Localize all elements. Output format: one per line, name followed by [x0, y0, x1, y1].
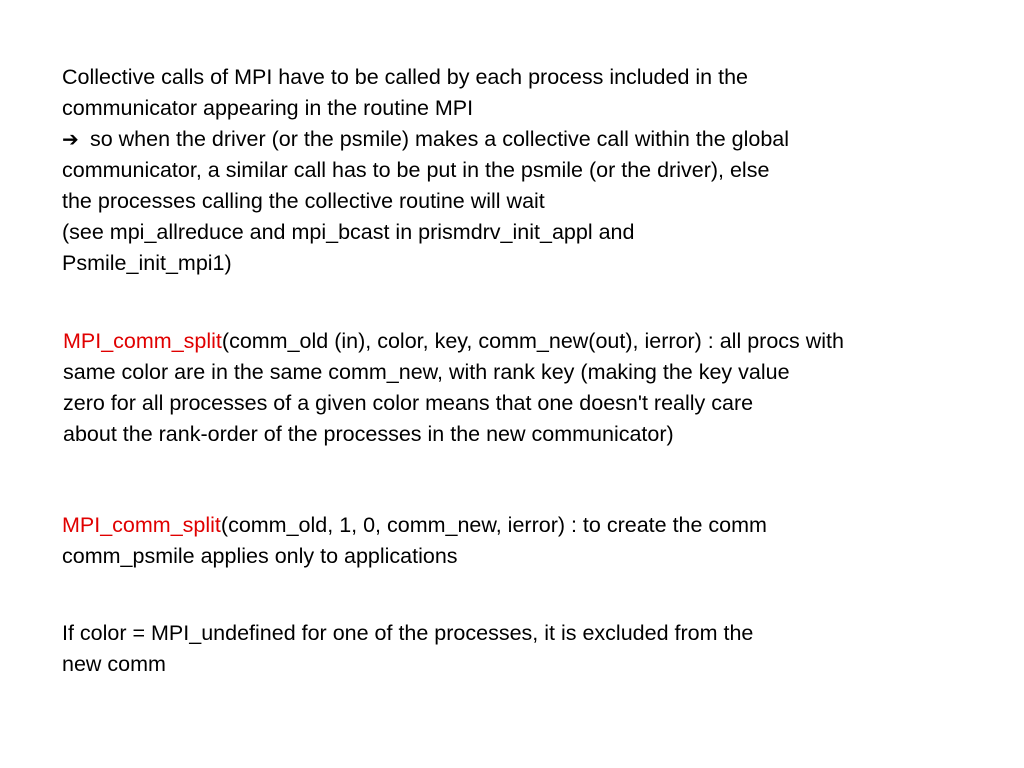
text-line: comm_psmile applies only to applications [62, 544, 458, 568]
text-line: (see mpi_allreduce and mpi_bcast in prismdrv_init_appl and [62, 220, 635, 244]
text-line: zero for all processes of a given color means that one doesn't really care [63, 391, 754, 415]
text-line: the processes calling the collective routine will wait [62, 189, 545, 213]
text-line [63, 326, 844, 357]
function-name: MPI_comm_split [62, 513, 221, 537]
text-line: Collective calls of MPI have to be called by each process included in the [62, 65, 748, 89]
text-span: (comm_old, 1, 0, comm_new, ierror) : to create the comm [220, 513, 767, 537]
comm-split-example-paragraph [62, 510, 767, 572]
text-line [62, 124, 789, 155]
text-line: If color = MPI_undefined for one of the processes, it is excluded from the [62, 621, 754, 645]
text-line: about the rank-order of the processes in the new communicator) [63, 422, 674, 446]
undefined-color-paragraph [62, 618, 753, 680]
right-arrow-icon: ➔ [62, 127, 79, 151]
text-line: communicator, a similar call has to be put in the psmile (or the driver), else [62, 158, 770, 182]
collective-calls-paragraph [62, 62, 789, 279]
text-line [62, 510, 767, 541]
text-span: so when the driver (or the psmile) makes a collective call within the global [84, 127, 790, 151]
text-line: communicator appearing in the routine MPI [62, 96, 474, 120]
text-line: Psmile_init_mpi1) [62, 251, 232, 275]
comm-split-description-paragraph [63, 326, 844, 450]
text-line: same color are in the same comm_new, with rank key (making the key value [63, 360, 790, 384]
text-span: (comm_old (in), color, key, comm_new(out), ierror) : all procs with [221, 329, 844, 353]
text-line: new comm [62, 652, 166, 676]
function-name: MPI_comm_split [63, 329, 222, 353]
